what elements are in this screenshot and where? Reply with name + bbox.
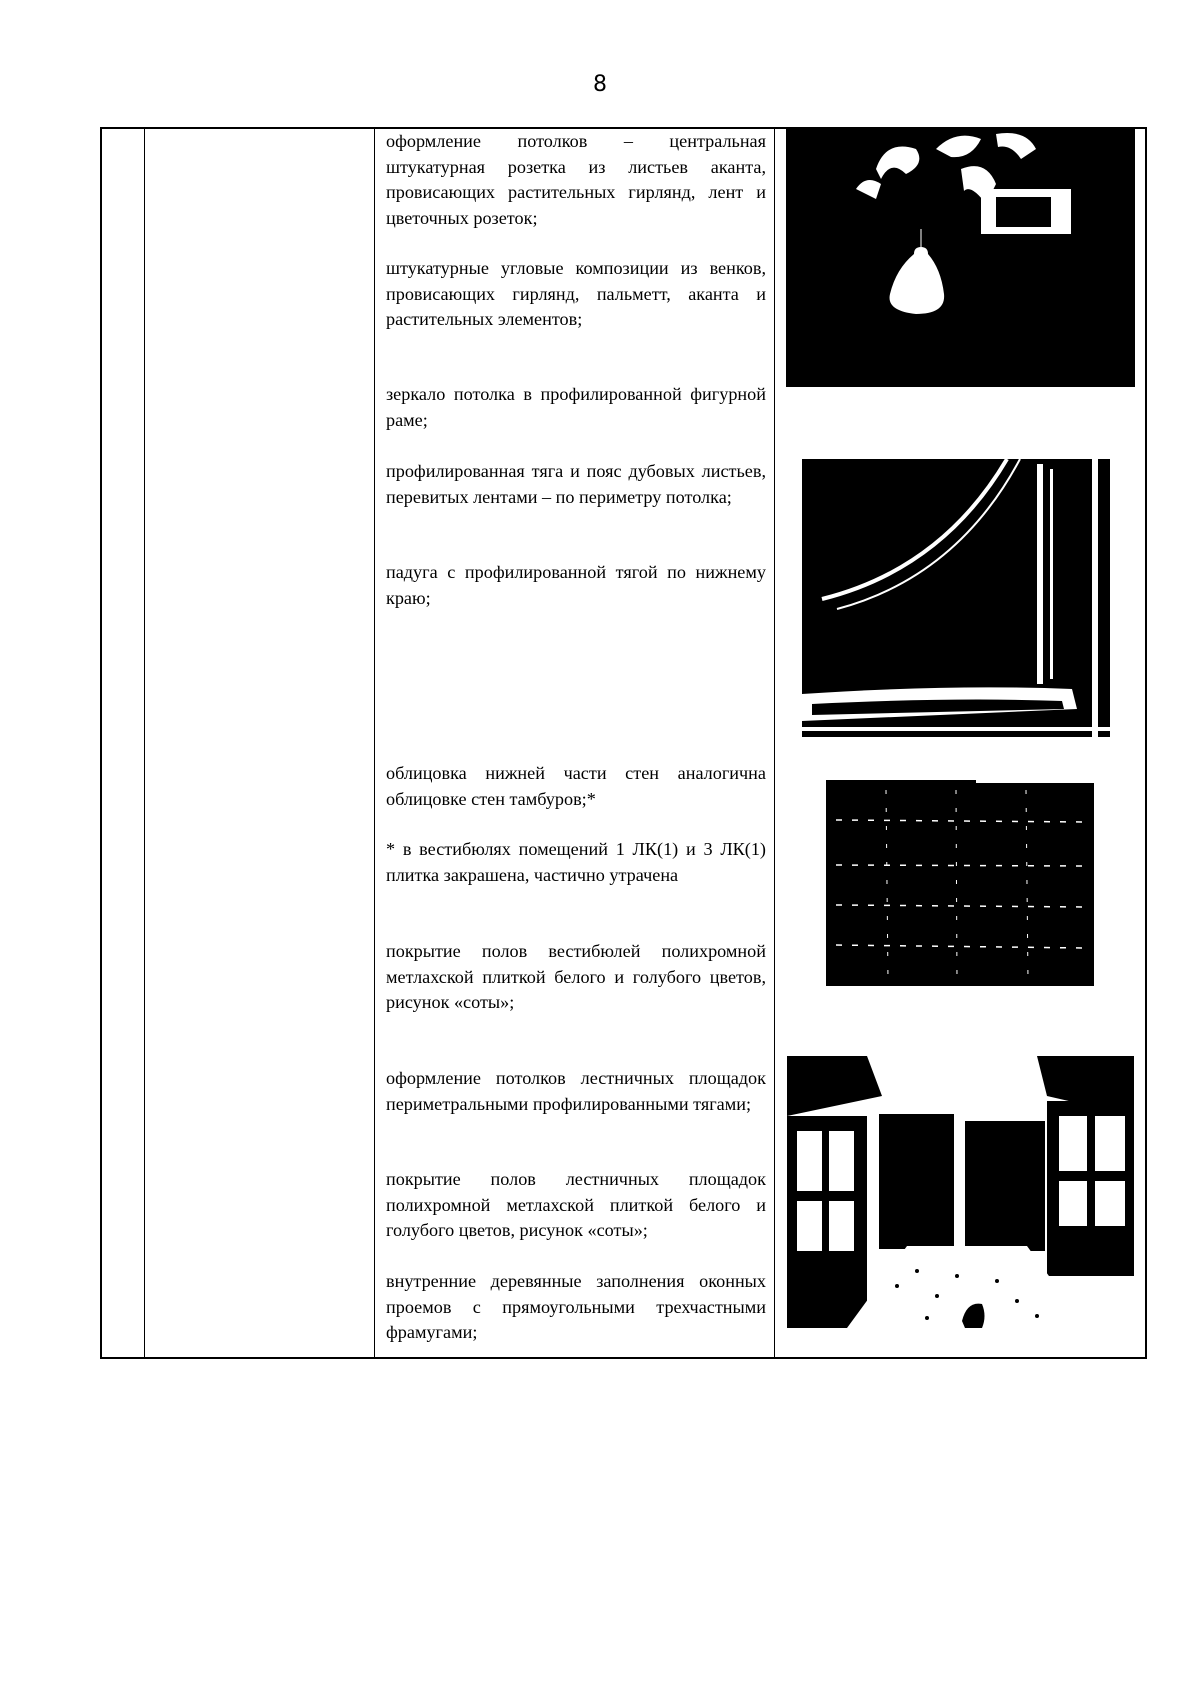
paragraph-oak-leaves-belt: профилированная тяга и пояс дубовых листьев, перевитых лентами – по периметру потолка; — [386, 461, 766, 507]
description-column — [375, 129, 775, 1357]
paragraph-landing-floor: покрытие полов лестничных площадок полихромной метлахской плиткой белого и голубого цветов, рисунок «соты»; — [386, 1169, 766, 1240]
paragraph-footnote: * в вестибюлях помещений 1 ЛК(1) и 3 ЛК(1) плитка закрашена, частично утрачена — [386, 839, 766, 885]
paragraph-landing-ceilings: оформление потолков лестничных площадок периметральными профилированными тягами; — [386, 1068, 766, 1114]
photo-staircase-landing — [787, 1056, 1134, 1328]
photo-tiled-wall — [826, 780, 1094, 986]
page-number: 8 — [593, 72, 607, 97]
photo-ceiling-rosette — [786, 129, 1135, 387]
photo-ceiling-cove — [802, 459, 1117, 737]
paragraph-wall-cladding: облицовка нижней части стен аналогична облицовке стен тамбуров;* — [386, 763, 766, 809]
paragraph-ceiling-mirror: зеркало потолка в профилированной фигурной раме; — [386, 384, 766, 430]
paragraph-cove: падуга с профилированной тягой по нижнему краю; — [386, 562, 766, 608]
heritage-items-table — [100, 127, 1147, 1359]
paragraph-vestibule-floor: покрытие полов вестибюлей полихромной метлахской плиткой белого и голубого цветов, рисунок «соты»; — [386, 941, 766, 1012]
column-divider-1 — [144, 129, 145, 1357]
paragraph-window-fillings: внутренние деревянные заполнения оконных проемов с прямоугольными трехчастными фрамугами; — [386, 1271, 766, 1342]
paragraph-ceiling-rosette: оформление потолков – центральная штукатурная розетка из листьев аканта, провисающих растительных гирлянд, лент и цветочных розеток; — [386, 131, 766, 228]
paragraph-corner-compositions: штукатурные угловые композиции из венков, провисающих гирлянд, пальметт, аканта и растительных элементов; — [386, 258, 766, 329]
